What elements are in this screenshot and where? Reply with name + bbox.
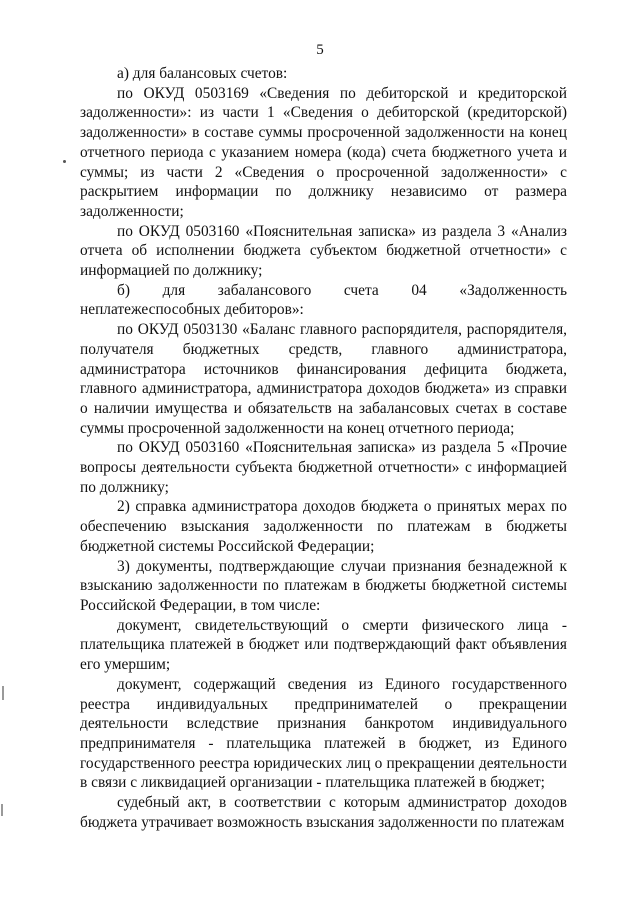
paragraph-okud-0503130: по ОКУД 0503130 «Баланс главного распорядителя, распорядителя, получателя бюджетных средств, главного администратора, администратора источников финансирования дефицита бюджета, главного администратора, администратора доходов бюджета» из справки о наличии имущества и обязательств на забалансовых счетах в составе суммы просроченной задолженности на конец отчетного периода;: [80, 321, 567, 437]
paragraph-registry-document: документ, содержащий сведения из Единого государственного реестра индивидуальных предпринимателей о прекращении деятельности вследствие признания банкротом индивидуального предпринимателя - плательщика платежей в бюджет, из Единого государственного реестра юридических лиц о прекращении деятельности в связи с ликвидацией организации - плательщика платежей в бюджет;: [80, 675, 567, 792]
document-body: [80, 64, 567, 832]
paragraph-item-3: 3) документы, подтверждающие случаи признания безнадежной к взысканию задолженности по платежам в бюджеты бюджетной системы Российской Федерации, в том числе:: [80, 557, 567, 614]
page-number: 5: [316, 42, 324, 58]
scan-margin-mark: [2, 686, 4, 700]
scan-dot-mark: [63, 160, 66, 163]
paragraph-item-2: 2) справка администратора доходов бюджета о принятых мерах по обеспечению взыскания задолженности по платежам в бюджеты бюджетной системы Российской Федерации;: [80, 498, 567, 555]
paragraph-okud-0503169: по ОКУД 0503169 «Сведения по дебиторской и кредиторской задолженности»: из части 1 «Сведения о дебиторской (кредиторской) задолженности» в составе суммы просроченной задолженности на конец отчетного периода с указанием номера (кода) счета бюджетного учета и суммы; из части 2 «Сведения о просроченной задолженности» с раскрытием информации по должнику независимо от размера задолженности;: [80, 84, 567, 220]
paragraph-okud-0503160-section5: по ОКУД 0503160 «Пояснительная записка» из раздела 5 «Прочие вопросы деятельности субъекта бюджетной отчетности» с информацией по должнику;: [80, 439, 567, 496]
paragraph-okud-0503160-section3: по ОКУД 0503160 «Пояснительная записка» из раздела 3 «Анализ отчета об исполнении бюджета субъектом бюджетной отчетности» с информацией по должнику;: [80, 222, 567, 280]
paragraph-court-act: судебный акт, в соответствии с которым администратор доходов бюджета утрачивает возможность взыскания задолженности по платежам: [80, 794, 567, 831]
scan-margin-mark: [1, 804, 3, 816]
paragraph-death-document: документ, свидетельствующий о смерти физического лица - плательщика платежей в бюджет или подтверждающий факт объявления его умершим;: [80, 616, 567, 674]
paragraph-balance-accounts: а) для балансовых счетов:: [117, 65, 288, 82]
paragraph-off-balance-account: б) для забалансового счета 04 «Задолженность неплатежеспособных дебиторов»:: [80, 281, 567, 319]
